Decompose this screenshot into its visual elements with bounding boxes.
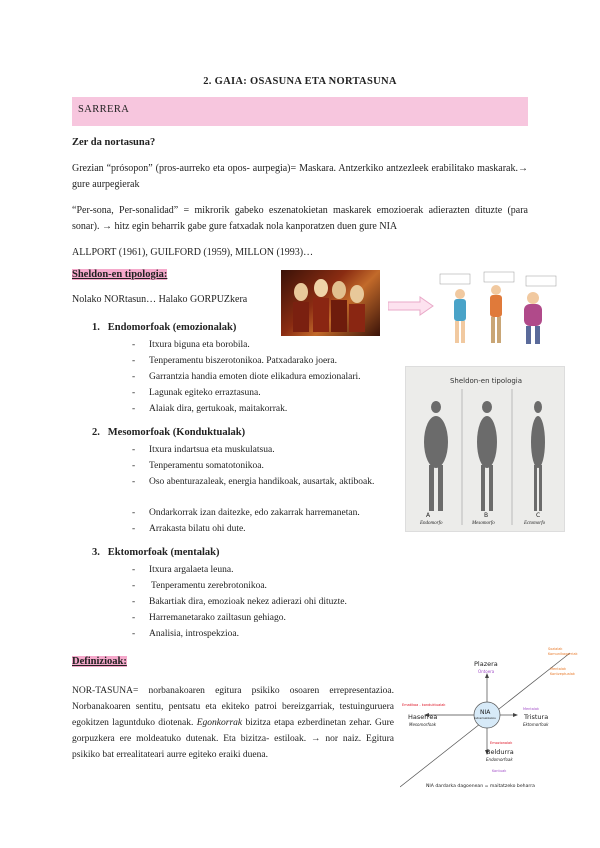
nia-center: NIA — [480, 709, 491, 716]
definitions-text — [72, 683, 394, 763]
nia-center-sub: Autoerrealizazioa — [474, 717, 496, 720]
list-1-items: - Itxura biguna eta borobila. - Tenperamentu biszerotonikoa. Patxadarako joera. - Garrantzia handia emoten diote elikadura emozionalari. - Lagunak egiteko erraztasuna. - Alaiak dira, gertukoak, maitakorrak. — [132, 340, 361, 414]
masks-illustration — [281, 270, 380, 336]
list-1-number: 1. — [92, 322, 100, 333]
nia-right: Tristura — [524, 713, 549, 721]
nia-caption: NIA dardarka dagoenean = maitatzeko beharra — [426, 784, 535, 789]
sheldon-figure — [405, 366, 565, 532]
nia-right-sub: Ektomorfoak — [523, 722, 549, 727]
list-2-number: 2. — [92, 427, 100, 438]
list-1-heading — [92, 322, 236, 333]
page-title: 2. GAIA: OSASUNA ETA NORTASUNA — [203, 76, 397, 87]
definitions-text-1: NOR-TASUNA= norbanakoaren egitura psikiko osoaren errepresentazioa. Norbanakoaren sentitu, pentsatu eta ekiteko patroi bereizgarriak, testuinguruera egokitzen laguntduko diotenak. — [72, 686, 394, 728]
list-1-title: Endomorfoak (emozionalak) — [107, 322, 237, 333]
nia-left-top: Ematikoa - konduktualak — [402, 703, 446, 707]
nia-tr2: Mentalak — [550, 667, 567, 671]
nolako-text: Nolako NORtasun… Halako GORPUZkera — [72, 294, 248, 305]
sheldon-heading — [72, 269, 167, 280]
label-endomorfo: Endomorfo — [420, 521, 443, 526]
nia-bottom-top: Emozionalak — [490, 741, 513, 745]
definitions-heading — [72, 656, 127, 667]
nia-bottom-low: Kontuak — [492, 769, 507, 773]
list-3-items: - Itxura argalaeta leuna. - Tenperamentu zerebrotonikoa. - Bakartiak dira, emozioak nekez adierazi ohi dituzte. - Harremanetarako zailtasun gehiago. - Analisia, introspekzioa. — [132, 565, 347, 639]
list-2-title: Mesomorfoak (Konduktualak) — [107, 427, 246, 438]
list-3-heading — [92, 547, 219, 558]
nia-left: Haserrea — [408, 713, 438, 721]
label-ectomorfo: Ectomorfo — [524, 521, 546, 526]
nia-diagram — [400, 645, 580, 795]
definitions-italic: Egonkorrak — [196, 718, 243, 728]
arrow-icon — [388, 296, 434, 316]
nia-tr2b: Kontzeptualak — [550, 672, 575, 676]
nia-left-sub: Mesomorfoak — [409, 722, 437, 727]
nia-bottom-sub: Endomorfoak — [486, 757, 513, 762]
sheldon-heading-text: Sheldon-en tipologia: — [72, 269, 168, 280]
nia-right-top: Mentalak — [523, 707, 540, 711]
definitions-text-2: bizitza etapa ezberdinetan zehar. Gure gorpuzkera ere moldeatuko dutenak. Eta bizitza- estiloak. → nor naiz. Egitura psikiko bat errealitateari aurre egiteko eraiki duena. — [72, 718, 395, 760]
letter-a: A — [426, 512, 431, 519]
section-title: SARRERA — [78, 104, 130, 115]
nia-tr1b: Komunikagarriak — [548, 652, 578, 656]
letter-c: C — [536, 512, 541, 519]
list-item: - Oso abenturazaleak, energia handikoak, ausartak, aktiboak. — [132, 477, 375, 487]
list-2-items: - Itxura indartsua eta muskulatsua. - Tenperamentu somatotonikoa. - Oso abenturazaleak, energia handikoak, ausartak, aktiboak. - Ondarkorrak izan daitezke, edo zakarrak harremanetan. - Arrakasta bilatu ohi dute. — [132, 443, 394, 543]
section-band — [72, 97, 528, 126]
list-3-number: 3. — [92, 547, 100, 558]
nia-top: Plazera — [474, 660, 498, 668]
paragraph-2: “Per-sona, Per-sonalidad” = mikrorik gabeko eszenatokietan maskarek emozioerak adierazten dituzte (para sonar). → hitz egin beharrik gabe gure fatxadak nola kanporatzen duen gure NIA — [72, 205, 528, 232]
question-heading: Zer da nortasuna? — [72, 137, 156, 148]
definitions-heading-text: Definizioak: — [72, 656, 127, 667]
nia-bottom: Beldurra — [486, 748, 514, 756]
list-2-heading — [92, 427, 245, 438]
list-3-title: Ektomorfoak (mentalak) — [107, 547, 220, 558]
sheldon-figure-title: Sheldon-en tipologia — [449, 377, 523, 385]
paragraph-1: Grezian “prósopon” (pros-aurreko eta opos- aurpegia)= Maskara. Antzerkiko antzezleek erabilitako maskarak.→ gure aurpegierak — [72, 163, 528, 190]
label-mesomorfo: Mesomorfo — [472, 521, 495, 526]
cartoon-body-types — [438, 270, 560, 350]
letter-b: B — [484, 512, 489, 519]
nia-tr1: Sozialak — [548, 647, 563, 651]
nia-top-sub: Ontoera — [478, 669, 495, 674]
paragraph-3: ALLPORT (1961), GUILFORD (1959), MILLON (1993)… — [72, 247, 314, 258]
masks-photo — [281, 270, 380, 336]
